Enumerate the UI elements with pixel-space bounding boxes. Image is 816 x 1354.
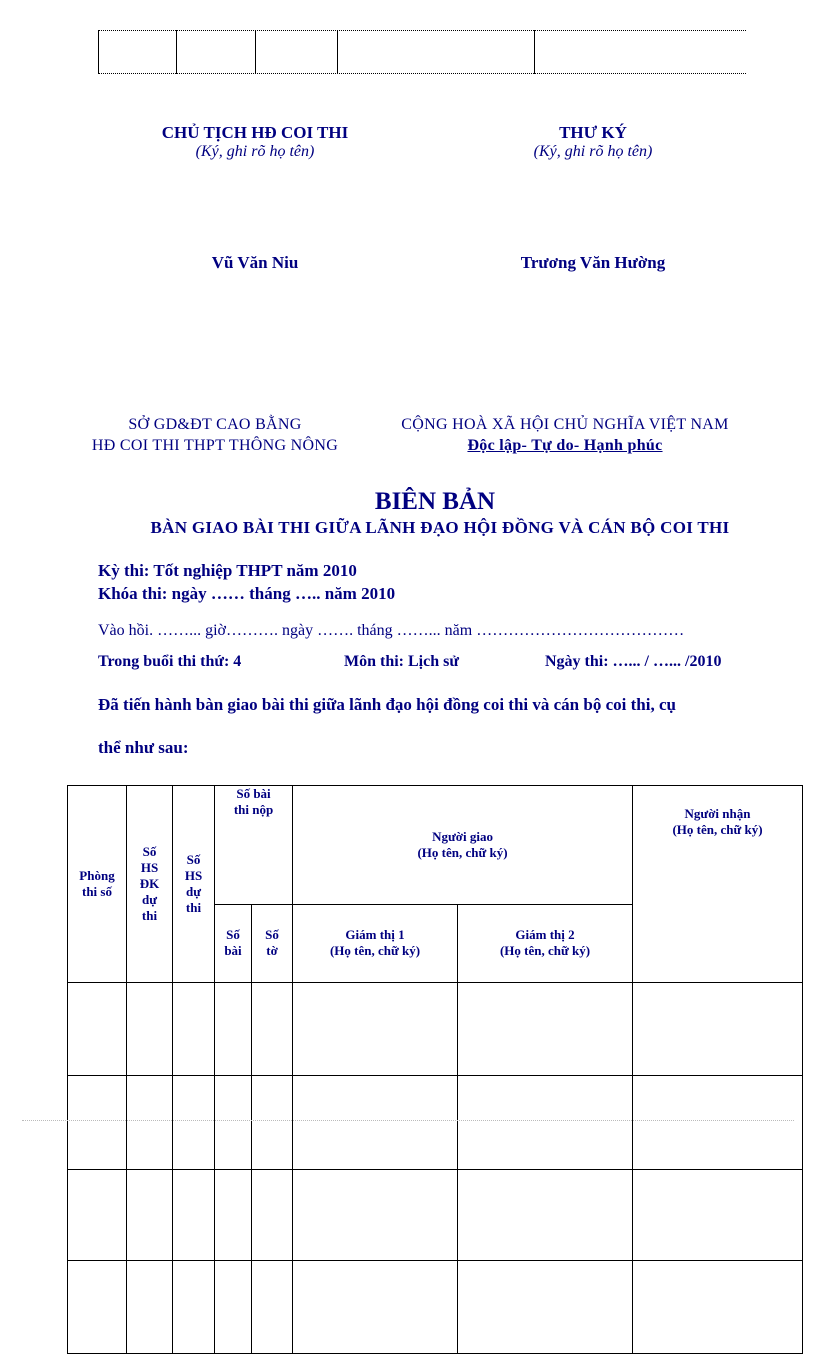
handover-table <box>67 785 803 1354</box>
exam-name: Kỳ thi: Tốt nghiệp THPT năm 2010 <box>98 561 357 580</box>
table-row <box>68 1076 803 1169</box>
org-line-2: HĐ COI THI THPT THÔNG NÔNG <box>91 437 339 454</box>
chairman-title: CHỦ TỊCH HĐ COI THI <box>161 123 349 142</box>
chairman-name: Vũ Văn Niu <box>211 253 299 272</box>
header-giver: Người giao (Họ tên, chữ ký) <box>293 786 633 905</box>
header-proctor-2: Giám thị 2 (Họ tên, chữ ký) <box>458 904 633 982</box>
exam-subject: Môn thi: Lịch sử <box>344 653 459 670</box>
secretary-signature <box>458 123 728 161</box>
exam-session: Khóa thi: ngày …… tháng ….. năm 2010 <box>98 584 396 603</box>
header-submitted: Số bài thi nộp <box>215 786 293 905</box>
chairman-sign-note: (Ký, ghi rõ họ tên) <box>195 143 315 160</box>
handover-time: Vào hồi. ……... giờ………. ngày ……. tháng ……... năm ………………………………… <box>98 622 685 639</box>
page-break-line <box>22 1120 794 1121</box>
previous-table-fragment <box>98 30 746 74</box>
org-line-1: SỞ GD&ĐT CAO BẰNG <box>128 416 302 433</box>
motto-wrap <box>370 437 760 455</box>
header-receiver: Người nhận (Họ tên, chữ ký) <box>633 786 803 983</box>
table-row <box>68 1169 803 1260</box>
intro-line-1: Đã tiến hành bàn giao bài thi giữa lãnh đạo hội đồng coi thi và cán bộ coi thi, cụ <box>98 695 676 714</box>
header-proctor-1: Giám thị 1 (Họ tên, chữ ký) <box>293 904 458 982</box>
header-present: Số HS dự thi <box>173 786 215 983</box>
chairman-signature <box>120 123 390 161</box>
intro-line-2: thể như sau: <box>98 738 189 757</box>
table-row <box>68 1260 803 1353</box>
document-title: BIÊN BẢN <box>374 488 496 515</box>
motto: Độc lập- Tự do- Hạnh phúc <box>467 437 663 454</box>
secretary-sign-note: (Ký, ghi rõ họ tên) <box>533 143 653 160</box>
secretary-title: THƯ KÝ <box>559 123 627 142</box>
header-room: Phòng thi số <box>68 786 127 983</box>
header-registered: Số HS ĐK dự thi <box>127 786 173 983</box>
header-papers: Số bài <box>215 904 252 982</box>
document-subtitle: BÀN GIAO BÀI THI GIỮA LÃNH ĐẠO HỘI ĐỒNG VÀ CÁN BỘ COI THI <box>150 518 730 537</box>
nation-name: CỘNG HOÀ XÃ HỘI CHỦ NGHĨA VIỆT NAM <box>401 416 729 433</box>
exam-date: Ngày thi: …... / …... /2010 <box>545 653 722 670</box>
exam-shift: Trong buổi thi thứ: 4 <box>98 653 242 670</box>
table-row <box>68 983 803 1076</box>
header-sheets: Số tờ <box>252 904 293 982</box>
secretary-name: Trương Văn Hường <box>520 253 666 272</box>
